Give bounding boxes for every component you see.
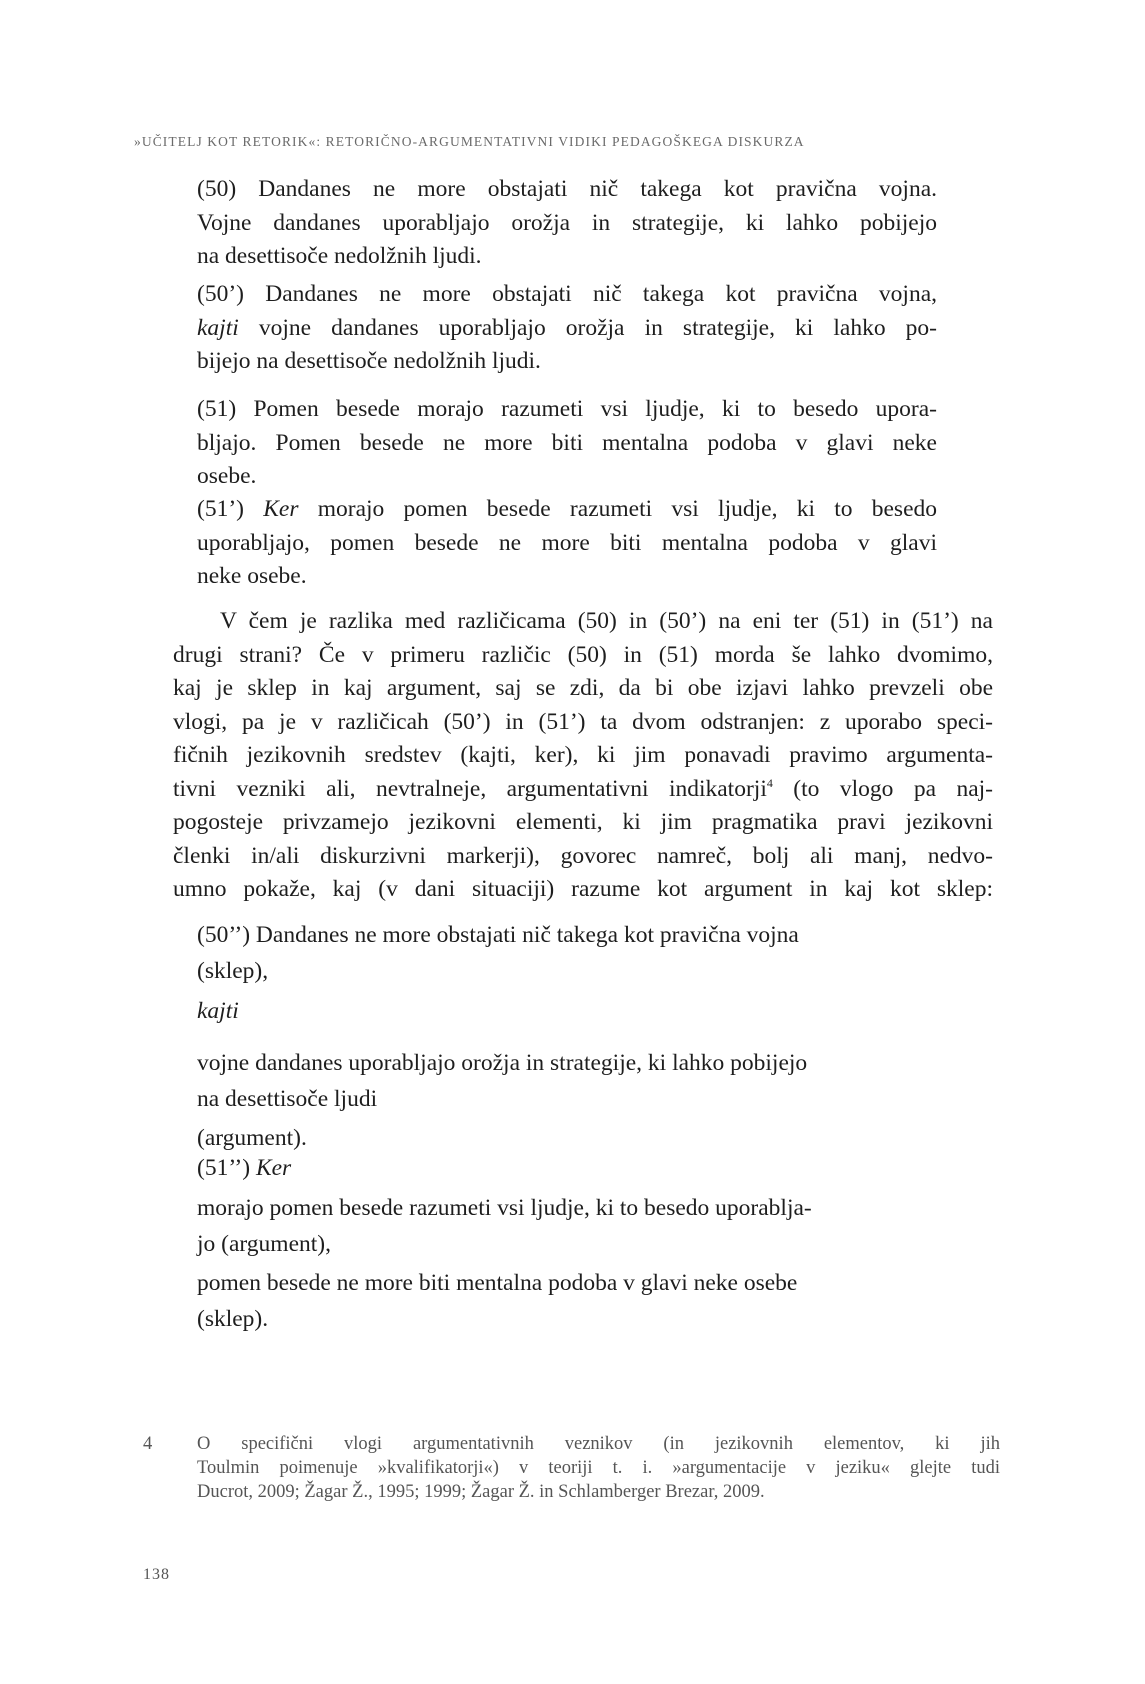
- example-line: na desettisoče nedolžnih ljudi.: [197, 243, 482, 269]
- paragraph-line: fičnih jezikovnih sredstev (kajti, ker), ki jim ponavadi pravimo argumenta-: [173, 742, 993, 768]
- footnote-line: Toulmin poimenuje »kvalifikatorji«) v teoriji t. i. »argumentacije v jeziku« glejte tudi: [197, 1458, 1000, 1478]
- connective-kajti: kajti: [197, 998, 239, 1024]
- example-line: (50) Dandanes ne more obstajati nič takega kot pravična vojna.: [197, 176, 937, 202]
- example-line: bijejo na desettisoče nedolžnih ljudi.: [197, 348, 541, 374]
- example-50: [197, 173, 937, 274]
- example-line: [197, 1150, 937, 1186]
- example-line: (51) Pomen besede morajo razumeti vsi ljudje, ki to besedo upora-: [197, 396, 937, 422]
- example-line: (argument).: [197, 1125, 307, 1151]
- example-50-double-prime: [197, 917, 937, 1156]
- example-line: vojne dandanes uporabljajo orožja in strategije, ki lahko pobijejo: [197, 1050, 808, 1076]
- example-line: [197, 493, 937, 527]
- example-line-rest: vojne dandanes uporabljajo orožja in strategije, ki lahko po-: [238, 314, 937, 341]
- example-line: na desettisoče ljudi: [197, 1086, 378, 1112]
- example-line: bljajo. Pomen besede ne more biti mentalna podoba v glavi neke: [197, 429, 937, 456]
- example-line: neke osebe.: [197, 563, 307, 589]
- example-line: pomen besede ne more biti mentalna podoba v glavi neke osebe: [197, 1270, 798, 1296]
- example-line: jo (argument),: [197, 1231, 332, 1257]
- paragraph-line-start: tivni vezniki ali, nevtralneje, argumentativni indikatorji: [173, 775, 767, 802]
- example-51-prime: [197, 493, 937, 594]
- example-line: morajo pomen besede razumeti vsi ljudje, ki to besedo uporablja-: [197, 1195, 812, 1221]
- example-line-rest: morajo pomen besede razumeti vsi ljudje, ki to besedo: [298, 496, 938, 522]
- example-51-double-prime: [197, 1150, 937, 1337]
- example-line: Vojne dandanes uporabljajo orožja in strategije, ki lahko pobijejo: [197, 209, 937, 236]
- example-line: [197, 312, 937, 346]
- connective-ker: Ker: [263, 496, 299, 522]
- footnote-line: Ducrot, 2009; Žagar Ž., 1995; 1999; Žagar Ž. in Schlamberger Brezar, 2009.: [197, 1482, 765, 1502]
- paragraph-line: umno pokaže, kaj (v dani situaciji) razume kot argument in kaj kot sklep:: [173, 876, 993, 902]
- footnote-line: O specifični vlogi argumentativnih veznikov (in jezikovnih elementov, ki jih: [197, 1434, 1000, 1454]
- paragraph-line: [173, 773, 993, 807]
- paragraph-line: vlogi, pa je v različicah (50’) in (51’) ta dvom odstranjen: z uporabo speci-: [173, 708, 993, 735]
- paragraph-line-end: (to vlogo pa naj-: [772, 775, 993, 802]
- paragraph-line: kaj je sklep in kaj argument, saj se zdi, da bi obe izjavi lahko prevzeli obe: [173, 675, 993, 701]
- footnote-text: [197, 1432, 1000, 1504]
- example-line: (50’’) Dandanes ne more obstajati nič takega kot pravična vojna: [197, 922, 799, 948]
- connective-ker: Ker: [255, 1155, 292, 1181]
- example-label: (51’’): [197, 1155, 256, 1181]
- example-line: (sklep).: [197, 1306, 269, 1332]
- example-51: [197, 393, 937, 494]
- example-label: (51’): [197, 496, 264, 522]
- page-number: 138: [143, 1566, 170, 1583]
- paragraph-line: V čem je razlika med različicama (50) in (50’) na eni ter (51) in (51’) na: [220, 608, 993, 634]
- paragraph-line: členki in/ali diskurzivni markerji), govorec namreč, bolj ali manj, nedvo-: [173, 842, 993, 869]
- body-paragraph: [173, 605, 993, 907]
- example-line: uporabljajo, pomen besede ne more biti mentalna podoba v glavi: [197, 529, 937, 556]
- example-line: osebe.: [197, 463, 257, 489]
- running-header: »UČITELJ KOT RETORIK«: RETORIČNO-ARGUMENTATIVNI VIDIKI PEDAGOŠKEGA DISKURZA: [134, 134, 805, 149]
- example-line: (50’) Dandanes ne more obstajati nič takega kot pravična vojna,: [197, 281, 937, 307]
- example-line: (sklep),: [197, 958, 269, 984]
- paragraph-line: pogosteje privzamejo jezikovni elementi, ki jim pragmatika pravi jezikovni: [173, 809, 993, 835]
- example-50-prime: [197, 278, 937, 379]
- connective-kajti: kajti: [197, 314, 239, 341]
- paragraph-line: drugi strani? Če v primeru različic (50) in (51) morda še lahko dvomimo,: [173, 641, 993, 668]
- footnote-number: 4: [143, 1434, 153, 1454]
- footnote-reference[interactable]: 4: [766, 775, 773, 790]
